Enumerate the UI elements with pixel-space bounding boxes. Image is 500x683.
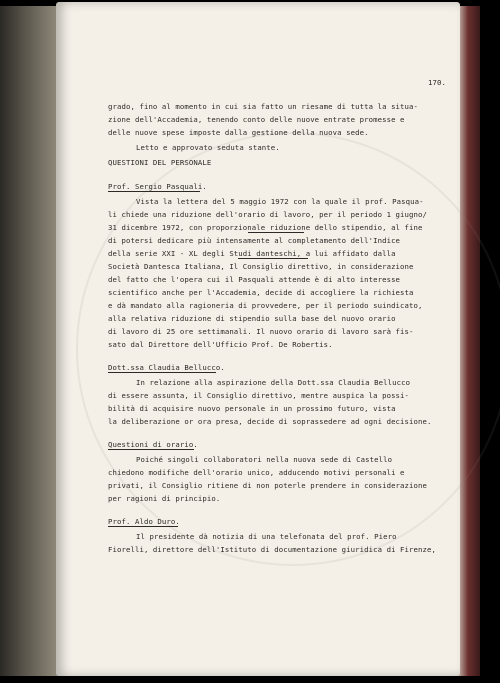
text-line: Poiché singoli collaboratori nella nuova sede di Castello <box>136 455 393 464</box>
underline <box>108 191 200 192</box>
text-line: Vista la lettera del 5 maggio 1972 con la quale il prof. Pasqua- <box>136 197 424 206</box>
text-line: QUESTIONI DEL PERSONALE <box>108 158 212 167</box>
text-line: delle nuove spese imposte dalla gestione della nuova sede. <box>108 128 369 137</box>
text-line: della serie XXI - XL degli Studi danteschi, a lui affidato dalla <box>108 249 396 258</box>
text-line: bilità di acquisire nuovo personale in un prossimo futuro, vista <box>108 404 396 413</box>
underline <box>108 449 194 450</box>
text-line: di potersi dedicare più intensamente al completamento dell'Indice <box>108 236 401 245</box>
text-line: e dà mandato alla ragioneria di provvedere, per il periodo suindicato, <box>108 301 423 310</box>
text-line: Prof. Aldo Duro. <box>108 517 180 526</box>
underline <box>108 372 216 373</box>
text-line: zione dell'Accademia, tenendo conto delle nuove entrate promesse e <box>108 115 405 124</box>
text-line: Il presidente dà notizia di una telefonata del prof. Piero <box>136 532 397 541</box>
text-line: li chiede una riduzione dell'orario di lavoro, per il periodo 1 giugno/ <box>108 210 428 219</box>
text-line: grado, fino al momento in cui sia fatto un riesame di tutta la situa- <box>108 102 419 111</box>
text-line: la deliberazione or ora presa, decide di soprassedere ad ogni decisione. <box>108 417 432 426</box>
page-number: 170. <box>428 78 446 87</box>
text-line: Questioni di orario. <box>108 440 198 449</box>
text-line: per ragioni di principio. <box>108 494 221 503</box>
text-line: Società Dantesca Italiana, Il Consiglio direttivo, in considerazione <box>108 262 414 271</box>
text-line: 31 dicembre 1972, con proporzionale riduzione dello stipendio, al fine <box>108 223 423 232</box>
underline <box>248 232 304 233</box>
underline <box>108 526 178 527</box>
text-line: chiedono modifiche dell'orario unico, adducendo motivi personali e <box>108 468 405 477</box>
text-line: Fiorelli, direttore dell'Istituto di documentazione giuridica di Firenze, <box>108 545 436 554</box>
text-line: privati, il Consiglio ritiene di non poterle prendere in considerazione <box>108 481 428 490</box>
text-line: sato dal Direttore dell'Ufficio Prof. De Robertis. <box>108 340 333 349</box>
text-line: del fatto che l'opera cui il Pasquali attende è di alto interesse <box>108 275 401 284</box>
text-line: Dott.ssa Claudia Bellucco. <box>108 363 225 372</box>
text-line: di lavoro di 25 ore settimanali. Il nuovo orario di lavoro sarà fis- <box>108 327 414 336</box>
text-line: In relazione alla aspirazione della Dott.ssa Claudia Bellucco <box>136 378 411 387</box>
text-line: Letto e approvato seduta stante. <box>136 143 280 152</box>
text-line: Prof. Sergio Pasquali. <box>108 182 207 191</box>
document-page <box>56 2 460 676</box>
left-page-stack <box>0 6 62 676</box>
text-line: alla relativa riduzione di stipendio sulla base del nuovo orario <box>108 314 396 323</box>
underline <box>238 258 308 259</box>
text-line: di essere assunta, il Consiglio direttivo, mentre auspica la possi- <box>108 391 410 400</box>
text-line: scientifico anche per l'Accademia, decide di accogliere la richiesta <box>108 288 414 297</box>
